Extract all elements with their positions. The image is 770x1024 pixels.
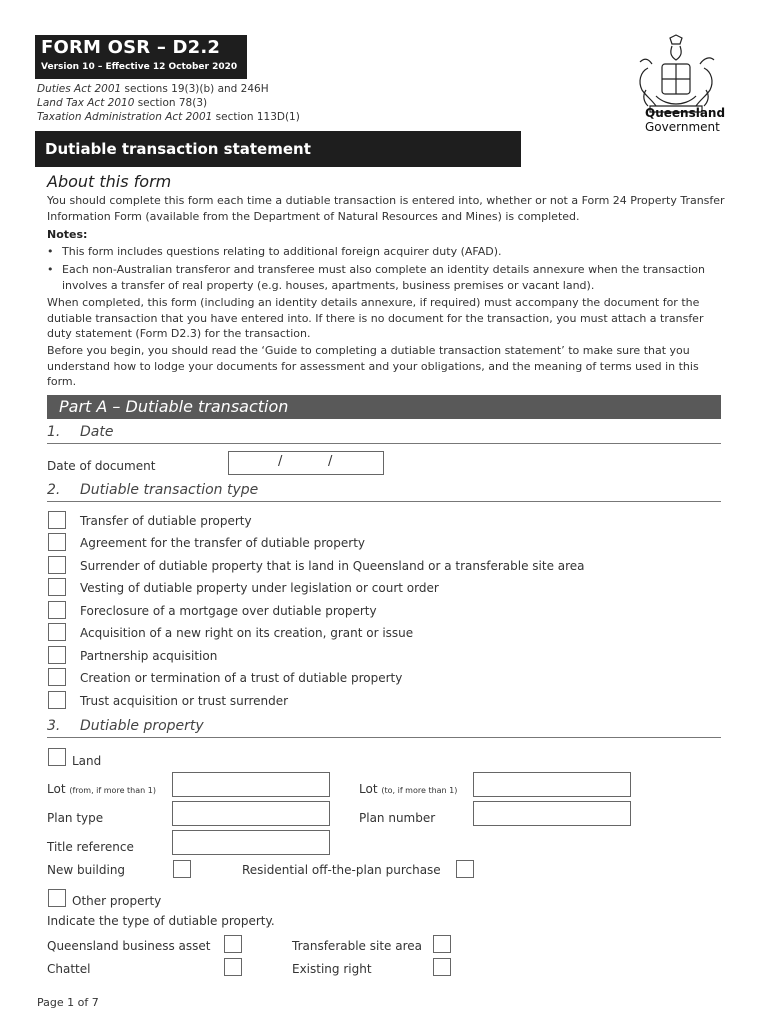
transaction-type-label: Surrender of dutiable property that is land in Queensland or a transferable site area: [80, 559, 585, 573]
other-property-label: Other property: [72, 894, 162, 908]
chattel-checkbox[interactable]: [224, 958, 242, 976]
transaction-type-label: Acquisition of a new right on its creation, grant or issue: [80, 626, 414, 640]
transaction-type-checkbox[interactable]: [48, 601, 66, 619]
date-separator-2: /: [328, 454, 333, 469]
other-property-checkbox[interactable]: [48, 889, 66, 907]
legislation-line-1: Duties Act 2001 sections 19(3)(b) and 246H: [37, 83, 269, 95]
part-a-title: Part A – Dutiable transaction: [59, 397, 289, 416]
plan-type-field[interactable]: [172, 801, 330, 826]
off-plan-label: Residential off-the-plan purchase: [242, 863, 441, 877]
transaction-type-label: Foreclosure of a mortgage over dutiable property: [80, 604, 377, 618]
land-label: Land: [72, 754, 102, 768]
lot-from-label: Lot (from, if more than 1): [47, 782, 156, 796]
title-reference-label: Title reference: [47, 840, 134, 854]
lot-to-field[interactable]: [473, 772, 631, 797]
existing-right-checkbox[interactable]: [433, 958, 451, 976]
form-version: Version 10 – Effective 12 October 2020: [41, 62, 238, 72]
transaction-type-label: Partnership acquisition: [80, 649, 218, 663]
lot-to-label: Lot (to, if more than 1): [359, 782, 458, 796]
transferable-site-area-checkbox[interactable]: [433, 935, 451, 953]
about-heading: About this form: [47, 172, 172, 191]
section-2-rule: [47, 501, 721, 502]
off-plan-checkbox[interactable]: [456, 860, 474, 878]
transaction-type-checkbox[interactable]: [48, 556, 66, 574]
qld-business-asset-label: Queensland business asset: [47, 939, 211, 953]
section-3-rule: [47, 737, 721, 738]
notes-label: Notes:: [47, 228, 88, 241]
new-building-label: New building: [47, 863, 126, 877]
plan-number-field[interactable]: [473, 801, 631, 826]
transferable-site-area-label: Transferable site area: [292, 939, 423, 953]
date-separator-1: /: [278, 454, 283, 469]
transaction-type-label: Trust acquisition or trust surrender: [80, 694, 289, 708]
new-building-checkbox[interactable]: [173, 860, 191, 878]
form-banner: [35, 131, 521, 167]
section-1-rule: [47, 443, 721, 444]
transaction-type-checkbox[interactable]: [48, 668, 66, 686]
existing-right-label: Existing right: [292, 962, 372, 976]
date-of-document-label: Date of document: [47, 459, 156, 473]
transaction-type-label: Creation or termination of a trust of dutiable property: [80, 671, 403, 685]
logo-line-1: Queensland: [645, 106, 726, 120]
indicate-type-label: Indicate the type of dutiable property.: [47, 914, 275, 928]
form-title-box: [35, 35, 247, 79]
legislation-line-3: Taxation Administration Act 2001 section 113D(1): [37, 111, 300, 123]
logo-line-2: Government: [645, 120, 720, 134]
lot-from-field[interactable]: [172, 772, 330, 797]
part-a-header: [47, 395, 721, 419]
transaction-type-checkbox[interactable]: [48, 691, 66, 709]
about-intro: You should complete this form each time a dutiable transaction is entered into, whether or not a Form 24 Property Transfer Information Form (available from the Department of Natural Resources and Mines) is completed.: [47, 194, 725, 223]
legislation-line-2: Land Tax Act 2010 section 78(3): [37, 97, 208, 109]
qld-business-asset-checkbox[interactable]: [224, 935, 242, 953]
lot-to-note: (to, if more than 1): [381, 786, 458, 795]
about-para-2: When completed, this form (including an identity details annexure, if required) must accompany the document for the dutiable transaction that you have entered into. If there is no document for the transaction, you must attach a transfer duty statement (Form D2.3) for the transaction.: [47, 296, 704, 340]
transaction-type-label: Transfer of dutiable property: [80, 514, 252, 528]
plan-number-label: Plan number: [359, 811, 436, 825]
transaction-type-checkbox[interactable]: [48, 646, 66, 664]
chattel-label: Chattel: [47, 962, 91, 976]
plan-type-label: Plan type: [47, 811, 104, 825]
form-title: FORM OSR – D2.2: [41, 37, 221, 58]
transaction-type-label: Agreement for the transfer of dutiable property: [80, 536, 365, 550]
transaction-type-checkbox[interactable]: [48, 511, 66, 529]
banner-title: Dutiable transaction statement: [45, 140, 311, 158]
transaction-type-checkbox[interactable]: [48, 623, 66, 641]
transaction-type-checkbox[interactable]: [48, 533, 66, 551]
land-checkbox[interactable]: [48, 748, 66, 766]
about-para-3: Before you begin, you should read the ‘Guide to completing a dutiable transaction statement’ to make sure that you understand how to lodge your documents for assessment and your obligations, and the meaning of terms used in this form.: [47, 344, 699, 388]
transaction-type-checkbox[interactable]: [48, 578, 66, 596]
title-reference-field[interactable]: [172, 830, 330, 855]
transaction-type-label: Vesting of dutiable property under legislation or court order: [80, 581, 439, 595]
date-of-document-field[interactable]: [228, 451, 384, 475]
lot-from-note: (from, if more than 1): [69, 786, 156, 795]
page-number: Page 1 of 7: [37, 996, 99, 1009]
